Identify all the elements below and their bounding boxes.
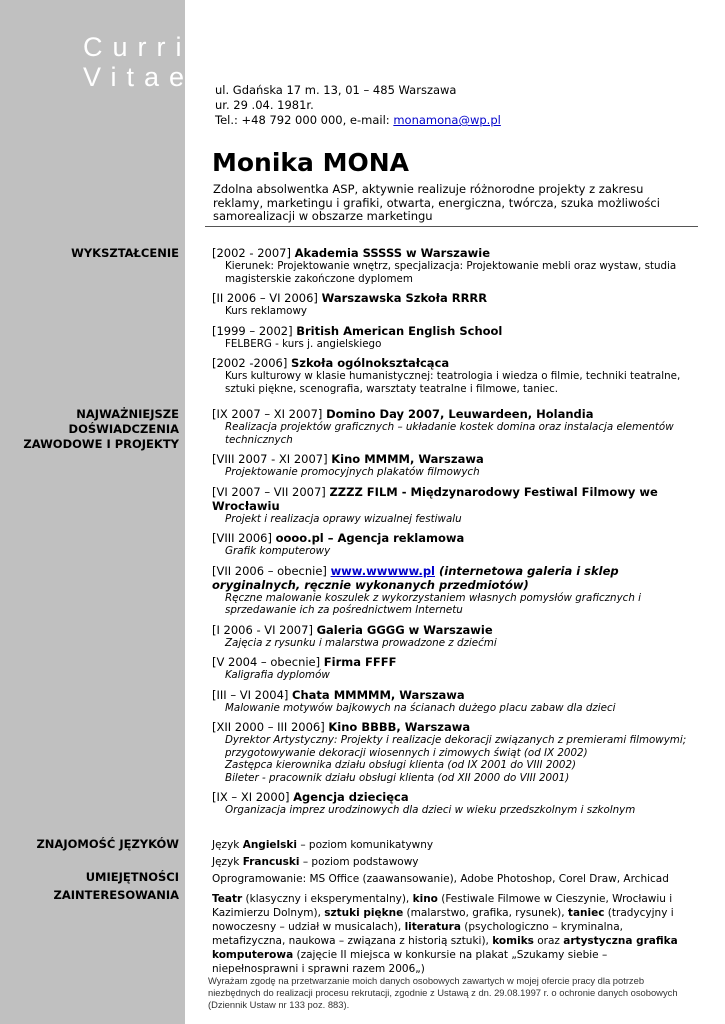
entry-org: Warszawska Szkoła RRRR xyxy=(321,291,488,305)
section-label-languages: ZNAJOMOŚĆ JĘZYKÓW xyxy=(36,837,179,851)
education-item xyxy=(212,356,697,395)
entry-desc: Malowanie motywów bajkowych na ścianach dużego placu zabaw dla dzieci xyxy=(225,701,616,714)
entry-date: [XII 2000 – III 2006] xyxy=(212,720,329,734)
entry-org: Domino Day 2007, Leuwardeen, Holandia xyxy=(326,407,594,421)
entry-desc: Zastępca kierownika działu obsługi klienta (od IX 2001 do VIII 2002) xyxy=(225,759,577,771)
entry-desc: Bileter - pracownik działu obsługi klienta (od XII 2000 do VIII 2001) xyxy=(225,771,570,784)
experience-item xyxy=(212,564,697,617)
experience-item xyxy=(212,720,697,784)
interests-text: Teatr (klasyczny i eksperymentalny), kino (Festiwale Filmowe w Cieszynie, Wrocławiu i Kazimierzu Dolnym), sztuki piękne (malarstwo, grafika, rysunek), taniec (tradycyjny i nowoczesny – udział w musicalach), literatura (psychologiczno – kryminalna, metafizyczna, naukowa – związana z historią sztuki), komiks oraz artystyczna grafika komputerowa (zajęcie II miejsca w konkursie na plakat „Szukamy siebie – niepełnosprawni i sprawni razem 2006„) xyxy=(212,893,678,975)
entry-desc: Ręczne malowanie koszulek z wykorzystaniem własnych pomysłów graficznych i sprzedawanie ich za pośrednictwem Internetu xyxy=(225,591,641,616)
entry-org: British American English School xyxy=(296,323,503,338)
section-label-education: WYKSZTAŁCENIE xyxy=(71,246,179,260)
section-label-line: NAJWAŻNIEJSZE xyxy=(76,407,179,421)
section-label-experience xyxy=(23,407,179,452)
entry-desc: Zajęcia z rysunku i malarstwa prowadzone z dziećmi xyxy=(225,636,497,649)
entry-date: [IX 2007 – XI 2007] xyxy=(212,407,327,421)
entry-org: Kino MMMM, Warszawa xyxy=(331,452,484,466)
education-item xyxy=(212,291,697,318)
skills-text: Oprogramowanie: MS Office (zaawansowanie), Adobe Photoshop, Corel Draw, Archicad xyxy=(212,873,669,885)
experience-item xyxy=(212,790,697,817)
experience-item xyxy=(212,407,697,446)
experience-item xyxy=(212,452,697,479)
entry-desc: FELBERG - kurs j. angielskiego xyxy=(225,337,382,350)
candidate-name: Monika MONA xyxy=(212,148,410,177)
entry-date: [VIII 2006] xyxy=(212,531,276,545)
phone-email-line xyxy=(215,113,501,128)
entry-org: Szkoła ogólnokształcąca xyxy=(290,356,450,370)
education-list xyxy=(212,246,697,395)
entry-date: [II 2006 – VI 2006] xyxy=(212,291,322,305)
birth-date: ur. 29 .04. 1981r. xyxy=(215,98,314,112)
experience-list xyxy=(212,407,697,817)
entry-date: [2002 - 2007] xyxy=(212,246,295,260)
section-label-line: DOŚWIADCZENIA xyxy=(68,422,179,436)
language-item: Język Francuski – poziom podstawowy xyxy=(212,856,419,868)
entry-org: Firma FFFF xyxy=(323,655,397,669)
experience-item xyxy=(212,655,697,682)
entry-desc: Organizacja imprez urodzinowych dla dzieci w wieku przedszkolnym i szkolnym xyxy=(225,804,636,816)
entry-desc: Kaligrafia dyplomów xyxy=(225,669,330,681)
cv-title-line2: Vitae xyxy=(83,62,195,92)
entry-date: [V 2004 – obecnie] xyxy=(212,655,324,669)
email-link[interactable]: monamona@wp.pl xyxy=(393,113,501,127)
entry-date: [VII 2006 – obecnie] xyxy=(212,563,331,578)
entry-org: Agencja dziecięca xyxy=(293,790,409,804)
language-name: Angielski xyxy=(242,839,297,851)
language-item: Język Angielski – poziom komunikatywny xyxy=(212,839,434,851)
entry-desc: Kierunek: Projektowanie wnętrz, specjalizacja: Projektowanie mebli oraz wystaw, studia magisterskie zakończone dyplomem xyxy=(225,260,677,285)
phone: Tel.: +48 792 000 000, e-mail: xyxy=(215,113,394,127)
entry-org: Chata MMMMM, Warszawa xyxy=(292,687,465,702)
data-consent-clause: Wyrażam zgodę na przetwarzanie moich danych osobowych zawartych w mojej ofercie pracy dla potrzeb niezbędnych do realizacji procesu rekrutacji, zgodnie z Ustawą z dn. 29.08.1997 r. o ochronie danych osobowych (Dziennik Ustaw nr 133 poz. 883). xyxy=(208,975,678,1010)
section-label-interests: ZAINTERESOWANIA xyxy=(53,888,179,902)
contact-block xyxy=(215,83,501,128)
education-item xyxy=(212,324,697,351)
experience-item xyxy=(212,623,697,650)
experience-item xyxy=(212,531,697,558)
cv-title-line1: Curriculum xyxy=(83,32,314,62)
entry-org: Akademia SSSSS w Warszawie xyxy=(294,246,491,260)
entry-date: [2002 -2006] xyxy=(212,356,291,370)
entry-desc: Realizacja projektów graficznych – układanie kostek domina oraz instalacja elementów technicznych xyxy=(225,421,674,446)
entry-date: [VI 2007 – VII 2007] xyxy=(212,484,330,499)
entry-desc: Projektowanie promocyjnych plakatów filmowych xyxy=(225,466,480,478)
entry-date: [VIII 2007 - XI 2007] xyxy=(212,452,332,466)
section-label-line: ZAWODOWE I PROJEKTY xyxy=(23,437,179,451)
language-name: Francuski xyxy=(242,856,300,868)
website-link[interactable]: www.wwwww.pl xyxy=(330,563,435,578)
experience-item xyxy=(212,688,697,715)
entry-desc: Projekt i realizacja oprawy wizualnej festiwalu xyxy=(225,512,462,525)
entry-org: oooo.pl – Agencja reklamowa xyxy=(275,531,465,545)
experience-item xyxy=(212,485,697,526)
address: ul. Gdańska 17 m. 13, 01 – 485 Warszawa xyxy=(215,83,457,97)
entry-org: (internetowa galeria i sklep oryginalnych, ręcznie wykonanych przedmiotów) xyxy=(212,563,619,592)
entry-date: [I 2006 - VI 2007] xyxy=(212,622,317,637)
entry-desc: Kurs kulturowy w klasie humanistycznej: teatrologia i wiedza o filmie, techniki teatralne, sztuki piękne, scenografia, warsztaty teatralne i filmowe, taniec. xyxy=(225,370,681,395)
entry-desc: Grafik komputerowy xyxy=(225,545,331,557)
section-label-skills: UMIEJĘTNOŚCI xyxy=(85,870,179,884)
entry-date: [IX – XI 2000] xyxy=(212,790,294,804)
entry-org: ZZZZ FILM - Międzynarodowy Festiwal Filmowy we Wrocławiu xyxy=(212,484,658,513)
entry-date: [III – VI 2004] xyxy=(212,687,293,702)
profile-summary: Zdolna absolwentka ASP, aktywnie realizuje różnorodne projekty z zakresu reklamy, marketingu i grafiki, otwarta, energiczna, twórcza, szuka możliwości samorealizacji w obszarze marketingu xyxy=(213,182,660,223)
header-divider xyxy=(205,226,698,227)
entry-desc: Kurs reklamowy xyxy=(225,305,307,317)
entry-desc: Dyrektor Artystyczny: Projekty i realizacje dekoracji związanych z premierami filmowymi; przygotowywanie dekoracji wiosennych i zimowych świąt (od IX 2002) xyxy=(225,734,687,759)
education-item xyxy=(212,246,697,285)
entry-org: Galeria GGGG w Warszawie xyxy=(316,622,493,637)
entry-org: Kino BBBB, Warszawa xyxy=(328,720,471,734)
entry-date: [1999 – 2002] xyxy=(212,323,297,338)
